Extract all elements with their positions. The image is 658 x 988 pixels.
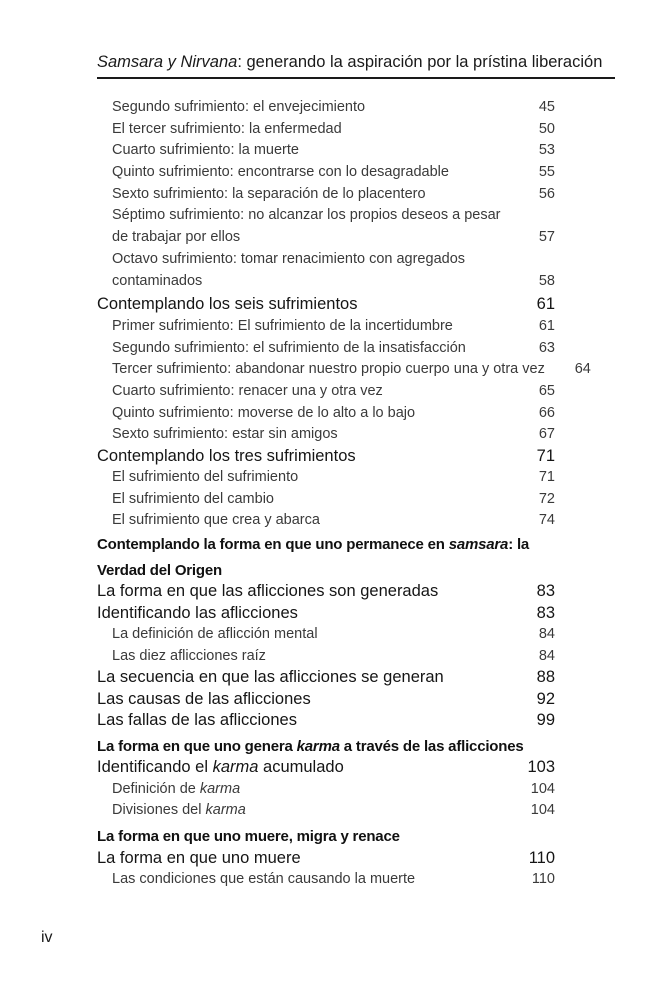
toc-subsection[interactable] [97, 489, 555, 511]
toc-subsection[interactable] [97, 119, 555, 141]
toc-page-number: 66 [538, 405, 555, 421]
toc-page-number: 88 [536, 668, 555, 686]
toc-subsection[interactable] [97, 97, 555, 119]
toc-subsection[interactable] [97, 359, 591, 381]
toc-title-part: Divisiones del [112, 802, 206, 818]
toc-subsection[interactable] [97, 381, 555, 403]
toc-title-italic-term: samsara [448, 536, 509, 553]
toc-subsection[interactable] [97, 162, 555, 184]
toc-subsection[interactable] [97, 800, 555, 822]
toc-entry-title: La secuencia en que las aflicciones se generan [97, 668, 444, 686]
toc-subsection[interactable] [97, 205, 555, 248]
toc-section[interactable] [97, 848, 555, 870]
toc-title-part: Identificando el [97, 758, 213, 776]
toc-page-number: 71 [536, 447, 555, 465]
header-book-title: Samsara y Nirvana [97, 53, 238, 71]
toc-entry-title: Séptimo sufrimiento: no alcanzar los propios deseos a pesar de trabajar por ellos [112, 207, 501, 245]
toc-subsection[interactable] [97, 779, 555, 801]
toc-entry-title [97, 532, 555, 584]
toc-subsection[interactable] [97, 646, 555, 668]
toc-subsection[interactable] [97, 338, 555, 360]
toc-page-number: 84 [538, 626, 555, 642]
toc-page-number: 74 [538, 512, 555, 528]
toc-subsection[interactable] [97, 424, 555, 446]
toc-subsection[interactable] [97, 316, 555, 338]
toc-entry-title: Sexto sufrimiento: estar sin amigos [112, 426, 338, 442]
toc-entry-title: El sufrimiento del sufrimiento [112, 469, 299, 485]
toc-entry-title: Las causas de las aflicciones [97, 690, 311, 708]
toc-entry-title: La forma en que uno muere [97, 849, 301, 867]
toc-entry-title [97, 779, 509, 801]
toc-page-number: 64 [574, 361, 591, 377]
toc-entry-title: Cuarto sufrimiento: renacer una y otra vez [112, 383, 383, 399]
toc-section[interactable] [97, 294, 555, 316]
toc-section[interactable] [97, 581, 555, 603]
toc-page-number: 92 [536, 690, 555, 708]
toc-title-italic-term: karma [205, 802, 246, 818]
toc-page-number: 65 [538, 383, 555, 399]
toc-entry-title: Octavo sufrimiento: tomar renacimiento con agregados contaminados [112, 251, 466, 289]
toc-page-number: 103 [527, 758, 555, 776]
toc-entry-title: Primer sufrimiento: El sufrimiento de la incertidumbre [112, 318, 453, 334]
toc-entry-title: El sufrimiento que crea y abarca [112, 512, 320, 528]
toc-title-part: La forma en que uno genera [97, 738, 297, 755]
toc-title-italic-term: karma [296, 738, 340, 755]
toc-title-part: Contemplando la forma en que uno permanece en [97, 536, 449, 553]
toc-page-number: 83 [536, 582, 555, 600]
toc-entry-title: El tercer sufrimiento: la enfermedad [112, 121, 342, 137]
toc-title-part: : la Verdad del Origen [97, 536, 530, 579]
toc-title-part: Definición de [112, 781, 200, 797]
toc-section[interactable] [97, 757, 555, 779]
toc-page-number: 110 [531, 871, 555, 887]
toc-title-italic-term: karma [212, 758, 259, 776]
toc-entry-title [97, 757, 509, 779]
toc-subsection[interactable] [97, 624, 555, 646]
toc-page-number: 50 [538, 121, 555, 137]
toc-entry-title: Las diez aflicciones raíz [112, 648, 266, 664]
toc-page-number: 63 [538, 340, 555, 356]
toc-entry-title: Las fallas de las aflicciones [97, 711, 297, 729]
toc-page-number: 84 [538, 648, 555, 664]
toc-page-number: 104 [530, 781, 555, 797]
toc-page-number: 67 [538, 426, 555, 442]
toc-title-part: acumulado [258, 758, 344, 776]
toc-title-italic-term: karma [199, 781, 241, 797]
page-number: iv [41, 929, 53, 946]
header-subtitle: : generando la aspiración por la prístina liberación [237, 53, 603, 71]
toc-entry-title [97, 800, 509, 822]
toc-subsection[interactable] [97, 140, 555, 162]
toc-page-number: 61 [538, 318, 555, 334]
toc-entry-title: La forma en que uno muere, migra y renace [97, 828, 400, 845]
toc-subsection[interactable] [97, 249, 555, 292]
toc-entry-title: El sufrimiento del cambio [112, 491, 274, 507]
toc-page-number: 45 [538, 99, 555, 115]
toc-entry-title: Segundo sufrimiento: el envejecimiento [112, 99, 366, 115]
toc-page-number: 99 [536, 711, 555, 729]
toc-entry-title: Segundo sufrimiento: el sufrimiento de la insatisfacción [112, 340, 466, 356]
toc-section[interactable] [97, 710, 555, 732]
toc-page-number: 53 [538, 142, 555, 158]
toc-section[interactable] [97, 689, 555, 711]
toc-page-number: 58 [538, 272, 555, 289]
toc-entry-title: La definición de aflicción mental [112, 626, 318, 642]
toc-subsection[interactable] [97, 510, 555, 532]
toc-section[interactable] [97, 667, 555, 689]
toc-entry-title: Identificando las aflicciones [97, 604, 298, 622]
toc-entry-title: Sexto sufrimiento: la separación de lo placentero [112, 186, 426, 202]
toc-page-number: 104 [530, 802, 555, 818]
toc-entry-title: Contemplando los tres sufrimientos [97, 447, 356, 465]
toc-subsection[interactable] [97, 184, 555, 206]
toc-entry-title: La forma en que las aflicciones son generadas [97, 582, 439, 600]
toc-page-number: 110 [528, 849, 555, 867]
toc-page-number: 55 [538, 164, 555, 180]
toc-page-number: 71 [538, 469, 555, 485]
toc-entry-title: Quinto sufrimiento: encontrarse con lo desagradable [112, 164, 449, 180]
toc-entry-title: Quinto sufrimiento: moverse de lo alto a lo bajo [112, 405, 416, 421]
toc-page-number: 56 [538, 186, 555, 202]
toc-subsection[interactable] [97, 403, 555, 425]
toc-page-number: 83 [536, 604, 555, 622]
toc-entry-title: Las condiciones que están causando la muerte [112, 871, 416, 887]
toc-section[interactable] [97, 446, 555, 468]
toc-title-part: a través de las aflicciones [339, 738, 524, 755]
toc-page-number: 72 [538, 491, 555, 507]
toc-entry-title: Cuarto sufrimiento: la muerte [112, 142, 299, 158]
toc-subsection[interactable] [97, 467, 555, 489]
toc-entry-title: Contemplando los seis sufrimientos [97, 295, 358, 313]
toc-page-number: 57 [538, 228, 555, 245]
toc-subsection[interactable] [97, 869, 555, 891]
toc-chapter-heading[interactable] [97, 824, 555, 850]
toc-chapter-heading[interactable] [97, 532, 555, 584]
toc-page-number: 61 [536, 295, 555, 313]
toc-entry-title: Tercer sufrimiento: abandonar nuestro propio cuerpo una y otra vez [112, 361, 545, 377]
toc-section[interactable] [97, 603, 555, 625]
